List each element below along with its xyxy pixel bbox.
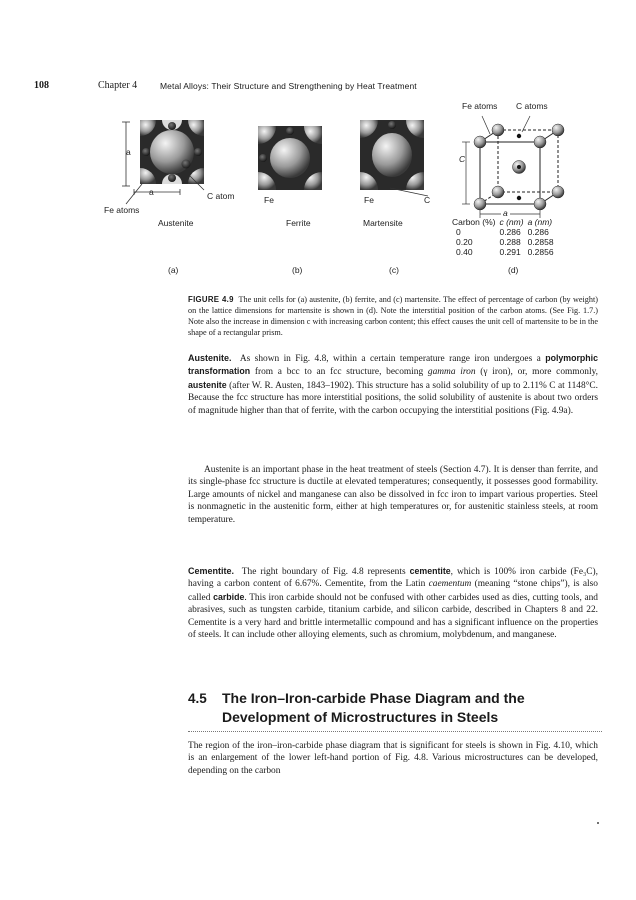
keyword-carbide: carbide [213, 591, 245, 602]
martensite-lattice-diagram [450, 112, 580, 222]
cell: 0.20 [456, 237, 473, 247]
cell: 0.2856 [527, 247, 554, 257]
tag-c: (c) [389, 265, 399, 275]
cell: 0.288 [499, 237, 521, 247]
tag-b: (b) [292, 265, 303, 275]
table-row [452, 227, 558, 237]
label-a-d: a [503, 208, 508, 218]
label-fe-atoms-d: Fe atoms [462, 101, 498, 111]
text-run: , which is 100% iron carbide (Fe₃C), having a carbon content of 6.67%. Cementite, from the Latin [188, 567, 598, 590]
austenite-heading: Austenite. [188, 353, 232, 363]
col-carbon: Carbon (%) [452, 217, 496, 227]
keyword-austenite: austenite [188, 379, 227, 390]
caption-label: FIGURE 4.9 [188, 295, 234, 304]
lattice-table-header [452, 217, 558, 227]
keyword-cementite: cementite [409, 566, 451, 576]
figure-4-9 [0, 0, 636, 290]
text-run: (γ iron), or, more commonly, [480, 367, 598, 378]
keyword-polymorphic: polymorphic transformation [188, 353, 599, 377]
running-title: Metal Alloys: Their Structure and Strengthening by Heat Treatment [160, 81, 417, 91]
ferrite-unit-cell [258, 126, 322, 190]
caption-text: The unit cells for (a) austenite, (b) ferrite, and (c) martensite. The effect of percentage of carbon (by weight) on the lattice dimensions for martensite is shown in (d). Note the interstitial position of the carbon atoms. (See Fig. 1.7.) Note also the increase in dimension c with increasing carbon content; this effect causes the unit cell of martensite to be in the shape of a rectangular prism. [188, 295, 598, 337]
section-title: The Iron–Iron-carbide Phase Diagram and the Development of Microstructures in Steels [222, 690, 525, 725]
martensite-unit-cell [360, 120, 424, 190]
section-number: 4.5 [188, 691, 207, 706]
label-fe-atoms: Fe atoms [104, 205, 140, 215]
text-run: (meaning “stone chips”), is also called [188, 579, 598, 603]
cell: 0.291 [499, 247, 521, 257]
austenite-label: Austenite [158, 218, 194, 228]
table-row [452, 247, 558, 257]
austenite-paragraph-1 [188, 352, 598, 417]
cell: 0.40 [456, 247, 473, 257]
col-c: c (nm) [499, 217, 524, 227]
ferrite-label: Ferrite [286, 218, 311, 228]
text-run: The right boundary of Fig. 4.8 represents [241, 567, 406, 577]
label-fe-c: Fe [364, 195, 374, 205]
cementite-heading: Cementite. [188, 566, 235, 576]
running-chapter: Chapter 4 [98, 80, 138, 91]
italic-caementum: caementum [428, 579, 472, 590]
table-row [452, 237, 558, 247]
text-run: As shown in Fig. 4.8, within a certain temperature range iron undergoes a [239, 354, 541, 364]
section-paragraph: The region of the iron–iron-carbide phase diagram that is significant for steels is shown in Fig. 4.10, which is an enlargement of the lower left-hand portion of Fig. 4.8. Various microstructures can be developed, depending on the carbon [188, 741, 598, 776]
cell: 0 [456, 227, 461, 237]
martensite-label: Martensite [363, 218, 403, 228]
col-a: a (nm) [527, 217, 553, 227]
cementite-paragraph [188, 565, 598, 641]
cell: 0.286 [527, 227, 549, 237]
label-c-c: C [424, 195, 431, 205]
label-a-vertical: a [126, 147, 131, 157]
label-fe-b: Fe [264, 195, 274, 205]
lattice-table [452, 217, 558, 257]
tag-d: (d) [508, 265, 519, 275]
martensite-c-pointer [380, 186, 440, 206]
text-run: (after W. R. Austen, 1843–1902). This structure has a solid solubility of up to 2.11% C at 1148°C. Because the fcc structure has more interstitial positions, the solid solubility of austenite is about two orders of magnitude higher than that of ferrite, with the carbon occupying the interstitial positions (Fig. 4.9a). [188, 380, 599, 416]
page-mark [597, 822, 599, 824]
figure-caption [188, 294, 598, 338]
label-c-atoms-d: C atoms [516, 101, 548, 111]
text-run: from a bcc to an fcc structure, becoming [254, 367, 424, 378]
cell: 0.286 [499, 227, 521, 237]
section-rule [188, 731, 602, 732]
label-c-d: C [459, 154, 466, 164]
austenite-paragraph-2: Austenite is an important phase in the heat treatment of steels (Section 4.7). It is denser than ferrite, and its single-phase fcc structure is ductile at elevated temperatures; consequently, it possesses good formability. Large amounts of nickel and manganese can also be dissolved in fcc iron to impart various properties. Steel is nonmagnetic in the austenitic form, either at high temperatures or, for austenitic stainless steels, at room temperature. [188, 465, 598, 525]
tag-a: (a) [168, 265, 179, 275]
label-a-horizontal: a [149, 187, 154, 197]
cell: 0.2858 [527, 237, 554, 247]
page-number: 108 [34, 80, 49, 91]
italic-gamma-iron: gamma iron [427, 367, 476, 378]
label-c-atom: C atom [207, 191, 235, 201]
text-run: . This iron carbide should not be confused with other carbides used as dies, cutting tools, and abrasives, such as tungsten carbide, titanium carbide, and silicon carbide, described in Chapters 8 and 22. Cementite is a very hard and brittle intermetallic compound and has a significant influence on the properties of steels. It can include other alloying elements, such as chromium, molybdenum, and manganese. [188, 592, 598, 641]
